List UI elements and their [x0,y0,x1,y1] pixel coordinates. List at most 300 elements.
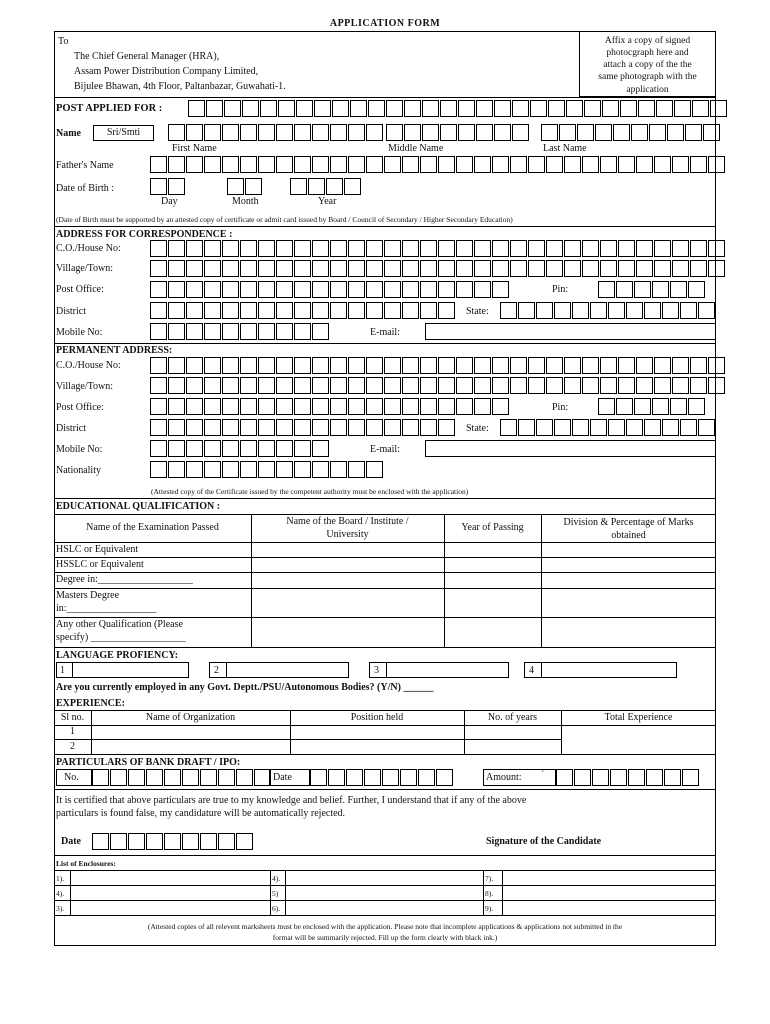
char-box[interactable] [348,302,365,319]
char-box[interactable] [456,398,473,415]
char-box[interactable] [384,377,401,394]
char-box[interactable] [294,156,311,173]
char-box[interactable] [314,100,331,117]
language-3-field[interactable] [369,662,509,678]
char-box[interactable] [670,398,687,415]
char-box[interactable] [276,124,293,141]
char-box[interactable] [168,440,185,457]
char-box[interactable] [222,440,239,457]
char-box[interactable] [494,124,511,141]
char-box[interactable] [618,357,635,374]
char-box[interactable] [290,178,307,195]
char-box[interactable] [518,419,535,436]
bank-no-boxes[interactable] [92,769,272,786]
char-box[interactable] [644,302,661,319]
char-box[interactable] [636,377,653,394]
corr-state-boxes[interactable] [500,302,716,319]
char-box[interactable] [402,302,419,319]
char-box[interactable] [530,100,547,117]
char-box[interactable] [330,156,347,173]
char-box[interactable] [276,440,293,457]
char-box[interactable] [420,419,437,436]
char-box[interactable] [458,100,475,117]
char-box[interactable] [260,100,277,117]
char-box[interactable] [600,156,617,173]
char-box[interactable] [384,156,401,173]
char-box[interactable] [384,240,401,257]
char-box[interactable] [556,769,573,786]
char-box[interactable] [258,281,275,298]
language-2-field[interactable] [209,662,349,678]
char-box[interactable] [420,398,437,415]
char-box[interactable] [206,100,223,117]
char-box[interactable] [582,260,599,277]
dob-month-boxes[interactable] [227,178,263,195]
char-box[interactable] [240,260,257,277]
char-box[interactable] [200,833,217,850]
char-box[interactable] [294,357,311,374]
char-box[interactable] [222,357,239,374]
char-box[interactable] [528,240,545,257]
char-box[interactable] [631,124,648,141]
char-box[interactable] [492,398,509,415]
char-box[interactable] [598,281,615,298]
char-box[interactable] [128,833,145,850]
char-box[interactable] [626,419,643,436]
char-box[interactable] [672,240,689,257]
char-box[interactable] [510,260,527,277]
char-box[interactable] [494,100,511,117]
char-box[interactable] [294,281,311,298]
char-box[interactable] [346,769,363,786]
char-box[interactable] [384,357,401,374]
char-box[interactable] [366,260,383,277]
char-box[interactable] [608,302,625,319]
char-box[interactable] [438,419,455,436]
char-box[interactable] [312,398,329,415]
char-box[interactable] [366,281,383,298]
char-box[interactable] [204,398,221,415]
char-box[interactable] [400,769,417,786]
char-box[interactable] [168,302,185,319]
char-box[interactable] [240,377,257,394]
char-box[interactable] [348,377,365,394]
char-box[interactable] [420,260,437,277]
char-box[interactable] [402,260,419,277]
char-box[interactable] [564,377,581,394]
char-box[interactable] [384,419,401,436]
char-box[interactable] [384,260,401,277]
char-box[interactable] [312,440,329,457]
char-box[interactable] [476,124,493,141]
char-box[interactable] [618,240,635,257]
char-box[interactable] [456,377,473,394]
char-box[interactable] [182,769,199,786]
char-box[interactable] [240,461,257,478]
char-box[interactable] [656,100,673,117]
char-box[interactable] [438,240,455,257]
char-box[interactable] [204,302,221,319]
char-box[interactable] [708,377,725,394]
char-box[interactable] [204,377,221,394]
char-box[interactable] [590,419,607,436]
char-box[interactable] [438,281,455,298]
char-box[interactable] [332,100,349,117]
char-box[interactable] [258,461,275,478]
char-box[interactable] [348,357,365,374]
char-box[interactable] [626,302,643,319]
char-box[interactable] [698,302,715,319]
char-box[interactable] [150,323,167,340]
char-box[interactable] [276,281,293,298]
char-box[interactable] [164,769,181,786]
char-box[interactable] [348,240,365,257]
char-box[interactable] [510,240,527,257]
char-box[interactable] [618,377,635,394]
char-box[interactable] [402,240,419,257]
char-box[interactable] [348,260,365,277]
middle-name-boxes[interactable] [386,124,530,141]
char-box[interactable] [528,357,545,374]
char-box[interactable] [240,156,257,173]
char-box[interactable] [688,398,705,415]
char-box[interactable] [436,769,453,786]
char-box[interactable] [402,377,419,394]
char-box[interactable] [582,377,599,394]
char-box[interactable] [685,124,702,141]
char-box[interactable] [168,156,185,173]
char-box[interactable] [366,124,383,141]
char-box[interactable] [276,156,293,173]
char-box[interactable] [312,419,329,436]
char-box[interactable] [688,281,705,298]
char-box[interactable] [636,156,653,173]
char-box[interactable] [366,240,383,257]
perm-state-boxes[interactable] [500,419,716,436]
char-box[interactable] [554,419,571,436]
char-box[interactable] [200,769,217,786]
char-box[interactable] [294,323,311,340]
char-box[interactable] [150,281,167,298]
char-box[interactable] [348,281,365,298]
char-box[interactable] [204,124,221,141]
char-box[interactable] [384,398,401,415]
char-box[interactable] [654,156,671,173]
char-box[interactable] [222,240,239,257]
char-box[interactable] [312,240,329,257]
char-box[interactable] [240,440,257,457]
perm-po-boxes[interactable] [150,398,510,415]
char-box[interactable] [546,240,563,257]
corr-email-field[interactable] [425,323,716,340]
char-box[interactable] [546,156,563,173]
corr-mobile-boxes[interactable] [150,323,330,340]
char-box[interactable] [572,302,589,319]
char-box[interactable] [186,461,203,478]
char-box[interactable] [667,124,684,141]
char-box[interactable] [528,260,545,277]
char-box[interactable] [168,124,185,141]
char-box[interactable] [690,156,707,173]
char-box[interactable] [620,100,637,117]
char-box[interactable] [186,377,203,394]
char-box[interactable] [258,377,275,394]
char-box[interactable] [636,357,653,374]
char-box[interactable] [582,357,599,374]
char-box[interactable] [654,260,671,277]
char-box[interactable] [150,440,167,457]
char-box[interactable] [664,769,681,786]
char-box[interactable] [404,124,421,141]
corr-po-boxes[interactable] [150,281,510,298]
perm-house-boxes[interactable] [150,357,726,374]
char-box[interactable] [276,419,293,436]
last-name-boxes[interactable] [541,124,721,141]
char-box[interactable] [218,769,235,786]
char-box[interactable] [168,398,185,415]
char-box[interactable] [548,100,565,117]
char-box[interactable] [294,398,311,415]
char-box[interactable] [258,419,275,436]
char-box[interactable] [474,240,491,257]
char-box[interactable] [440,100,457,117]
char-box[interactable] [492,260,509,277]
char-box[interactable] [294,377,311,394]
char-box[interactable] [690,260,707,277]
char-box[interactable] [330,302,347,319]
char-box[interactable] [456,281,473,298]
char-box[interactable] [600,357,617,374]
char-box[interactable] [348,398,365,415]
char-box[interactable] [222,323,239,340]
char-box[interactable] [218,833,235,850]
char-box[interactable] [330,357,347,374]
char-box[interactable] [204,461,221,478]
char-box[interactable] [618,260,635,277]
char-box[interactable] [600,377,617,394]
char-box[interactable] [294,124,311,141]
char-box[interactable] [276,240,293,257]
char-box[interactable] [258,357,275,374]
char-box[interactable] [222,156,239,173]
char-box[interactable] [312,156,329,173]
post-applied-boxes[interactable] [188,100,728,117]
dob-day-boxes[interactable] [150,178,186,195]
char-box[interactable] [150,302,167,319]
char-box[interactable] [402,398,419,415]
char-box[interactable] [150,461,167,478]
char-box[interactable] [438,398,455,415]
char-box[interactable] [150,398,167,415]
char-box[interactable] [366,357,383,374]
char-box[interactable] [366,377,383,394]
char-box[interactable] [366,398,383,415]
char-box[interactable] [420,377,437,394]
char-box[interactable] [344,178,361,195]
char-box[interactable] [330,398,347,415]
char-box[interactable] [634,281,651,298]
char-box[interactable] [276,398,293,415]
char-box[interactable] [110,769,127,786]
char-box[interactable] [330,281,347,298]
char-box[interactable] [92,833,109,850]
char-box[interactable] [294,260,311,277]
char-box[interactable] [610,769,627,786]
char-box[interactable] [186,419,203,436]
char-box[interactable] [258,260,275,277]
char-box[interactable] [168,357,185,374]
char-box[interactable] [222,124,239,141]
char-box[interactable] [224,100,241,117]
char-box[interactable] [350,100,367,117]
char-box[interactable] [590,302,607,319]
char-box[interactable] [654,240,671,257]
char-box[interactable] [458,124,475,141]
char-box[interactable] [510,377,527,394]
char-box[interactable] [546,377,563,394]
char-box[interactable] [598,398,615,415]
char-box[interactable] [654,377,671,394]
char-box[interactable] [204,419,221,436]
char-box[interactable] [572,419,589,436]
char-box[interactable] [386,100,403,117]
char-box[interactable] [168,281,185,298]
bank-date-boxes[interactable] [310,769,454,786]
char-box[interactable] [222,419,239,436]
char-box[interactable] [649,124,666,141]
char-box[interactable] [150,419,167,436]
char-box[interactable] [312,302,329,319]
bank-amount-boxes[interactable] [556,769,700,786]
char-box[interactable] [492,377,509,394]
char-box[interactable] [602,100,619,117]
char-box[interactable] [186,302,203,319]
char-box[interactable] [634,398,651,415]
char-box[interactable] [492,240,509,257]
dob-year-boxes[interactable] [290,178,362,195]
char-box[interactable] [564,156,581,173]
char-box[interactable] [672,357,689,374]
char-box[interactable] [500,419,517,436]
char-box[interactable] [595,124,612,141]
char-box[interactable] [528,156,545,173]
char-box[interactable] [541,124,558,141]
char-box[interactable] [474,398,491,415]
char-box[interactable] [312,461,329,478]
char-box[interactable] [690,240,707,257]
char-box[interactable] [492,156,509,173]
char-box[interactable] [474,260,491,277]
char-box[interactable] [258,398,275,415]
char-box[interactable] [227,178,244,195]
char-box[interactable] [518,302,535,319]
char-box[interactable] [312,377,329,394]
char-box[interactable] [348,156,365,173]
char-box[interactable] [168,377,185,394]
char-box[interactable] [164,833,181,850]
char-box[interactable] [402,156,419,173]
char-box[interactable] [418,769,435,786]
char-box[interactable] [384,281,401,298]
char-box[interactable] [258,323,275,340]
char-box[interactable] [186,240,203,257]
char-box[interactable] [296,100,313,117]
char-box[interactable] [330,377,347,394]
char-box[interactable] [294,419,311,436]
char-box[interactable] [456,260,473,277]
char-box[interactable] [608,419,625,436]
char-box[interactable] [438,156,455,173]
char-box[interactable] [242,100,259,117]
perm-district-boxes[interactable] [150,419,456,436]
date-boxes[interactable] [92,833,254,850]
language-4-field[interactable] [524,662,677,678]
char-box[interactable] [278,100,295,117]
char-box[interactable] [276,461,293,478]
char-box[interactable] [680,419,697,436]
char-box[interactable] [438,357,455,374]
char-box[interactable] [402,419,419,436]
char-box[interactable] [240,419,257,436]
char-box[interactable] [258,124,275,141]
char-box[interactable] [240,302,257,319]
char-box[interactable] [168,178,185,195]
char-box[interactable] [440,124,457,141]
char-box[interactable] [110,833,127,850]
char-box[interactable] [636,240,653,257]
char-box[interactable] [420,156,437,173]
char-box[interactable] [204,156,221,173]
char-box[interactable] [420,240,437,257]
char-box[interactable] [510,357,527,374]
char-box[interactable] [438,260,455,277]
char-box[interactable] [582,156,599,173]
char-box[interactable] [564,357,581,374]
char-box[interactable] [654,357,671,374]
perm-village-boxes[interactable] [150,377,726,394]
char-box[interactable] [652,398,669,415]
char-box[interactable] [240,323,257,340]
char-box[interactable] [662,419,679,436]
char-box[interactable] [438,377,455,394]
char-box[interactable] [680,302,697,319]
char-box[interactable] [600,240,617,257]
char-box[interactable] [476,100,493,117]
char-box[interactable] [245,178,262,195]
char-box[interactable] [186,281,203,298]
char-box[interactable] [512,100,529,117]
char-box[interactable] [546,357,563,374]
char-box[interactable] [456,357,473,374]
char-box[interactable] [312,124,329,141]
char-box[interactable] [386,124,403,141]
char-box[interactable] [692,100,709,117]
char-box[interactable] [592,769,609,786]
char-box[interactable] [294,440,311,457]
char-box[interactable] [577,124,594,141]
char-box[interactable] [474,156,491,173]
first-name-boxes[interactable] [168,124,384,141]
char-box[interactable] [636,260,653,277]
char-box[interactable] [330,124,347,141]
char-box[interactable] [186,398,203,415]
corr-pin-boxes[interactable] [598,281,706,298]
char-box[interactable] [186,323,203,340]
char-box[interactable] [510,156,527,173]
char-box[interactable] [574,769,591,786]
perm-email-field[interactable] [425,440,716,457]
char-box[interactable] [240,357,257,374]
